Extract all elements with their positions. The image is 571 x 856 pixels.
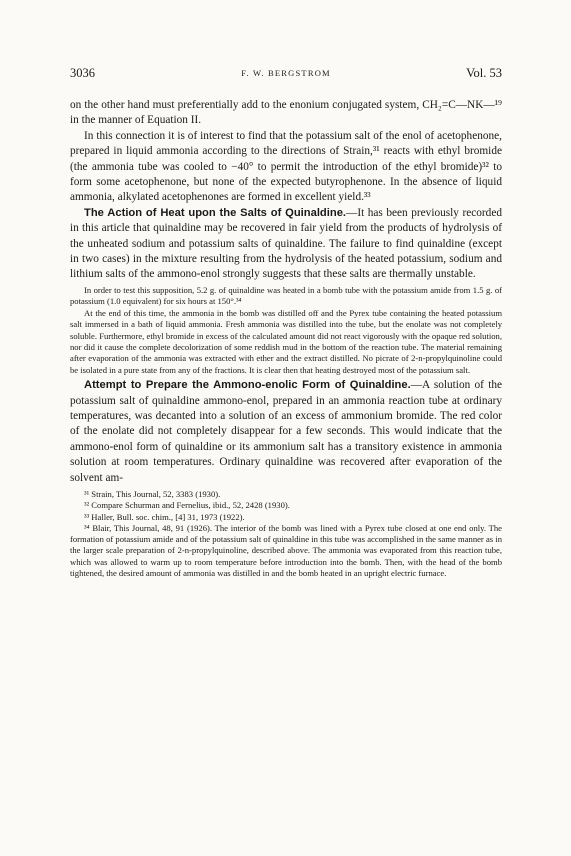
page-number: 3036 <box>70 66 95 80</box>
footnote-32: ³² Compare Schurman and Fernelius, ibid., 52, 2428 (1930). <box>84 500 290 511</box>
experimental-block <box>70 285 502 376</box>
paragraph-acetophenone: In this connection it is of interest to find that the potassium salt of the enol of acetophenone, prepared in liquid ammonia according to the directions of Strain,³¹ reacts with ethyl bromide (the ammonia tube was cooled to −40° to permit the introduction of the ethyl bromide)³² to form some acetophenone, but none of the expected butyrophenone. In the absence of liquid ammonia, alkylated acetophenones are formed in excellent yield.³³ <box>70 129 502 204</box>
experimental-paragraph-2: At the end of this time, the ammonia in the bomb was distilled off and the Pyrex tube containing the heated potassium salt immersed in a bath of liquid ammonia. Fresh ammonia was distilled into the tube, but the enolate was not completely soluble. Furthermore, ethyl bromide in excess of the calculated amount did not react vigorously with the opaque red solution, nor did it cause the complete decolorization of some reddish mud in the bottom of the reaction tube. The material remaining after evaporation of the ammonia was extracted with ether and the extract distilled. No picrate of 2-n-propylquinoline could be isolated in a pure state from any of the fractions. It is clear then that heating destroyed most of the potassium salt. <box>70 307 502 375</box>
footnote-34: ³⁴ Blair, This Journal, 48, 91 (1926). The interior of the bomb was lined with a Pyrex tube closed at one end only. The formation of potassium amide and of the potassium salt of quinaldine in this tube was accomplished in the same manner as in the larger scale preparation of 2-n-propylquinoline, described above. The ammonia was evaporated from this reaction tube, which was allowed to warm up to room temperature before introduction into the bomb. Then, with the head of the bomb tightened, the desired amount of ammonia was distilled in and the bomb heated in an upright electric furnace. <box>70 522 502 579</box>
section-heading-ammono: Attempt to Prepare the Ammono-enolic Form of Quinaldine. <box>84 379 411 392</box>
journal-page <box>70 66 502 579</box>
footnote-33: ³³ Haller, Bull. soc. chim., [4] 31, 1973 (1922). <box>84 511 245 522</box>
paragraph-continued: on the other hand must preferentially add to the enonium conjugated system, CH₂=C—NK—¹⁹ in the manner of Equation II. <box>70 99 502 127</box>
paragraph-ammono-text: —A solution of the potassium salt of quinaldine ammono-enol, prepared in an ammonia reaction tube at ordinary temperatures, was decanted into a solution of an excess of ammonium bromide. The red color of the enolate did not completely disappear for a few seconds. This would indicate that the ammono-enol form of quinaldine or its ammonium salt has a transitory existence in ammonia solution at room temperatures. Ordinary quinaldine was recovered after evaporation of the solvent am- <box>70 379 503 484</box>
paragraph-heat-text: —It has been previously recorded in this article that quinaldine may be recovered in fair yield from the products of hydrolysis of the unheated sodium and potassium salts of quinaldine. The failure to find quinaldine (except in two cases) in the mixture resulting from the hydrolysis of the heated potassium, sodium and lithium salts of the ammono-enol strongly suggests that these salts are thermally unstable. <box>70 206 502 281</box>
experimental-paragraph-1: In order to test this supposition, 5.2 g. of quinaldine was heated in a bomb tube with the potassium amide from 1.5 g. of potassium (1.0 equivalent) for six hours at 150°.³⁴ <box>70 284 502 307</box>
footnotes <box>70 489 502 579</box>
main-text-2 <box>70 378 502 486</box>
paragraph-heat-action <box>70 206 502 283</box>
section-heading-heat: The Action of Heat upon the Salts of Quinaldine. <box>84 206 347 219</box>
volume-label: Vol. 53 <box>466 66 502 80</box>
footnote-31: ³¹ Strain, This Journal, 52, 3383 (1930). <box>84 488 221 499</box>
author-header: F. W. BERGSTROM <box>241 68 331 78</box>
paragraph-ammono-enol <box>70 378 502 486</box>
running-header <box>70 66 502 84</box>
main-text <box>70 98 502 283</box>
